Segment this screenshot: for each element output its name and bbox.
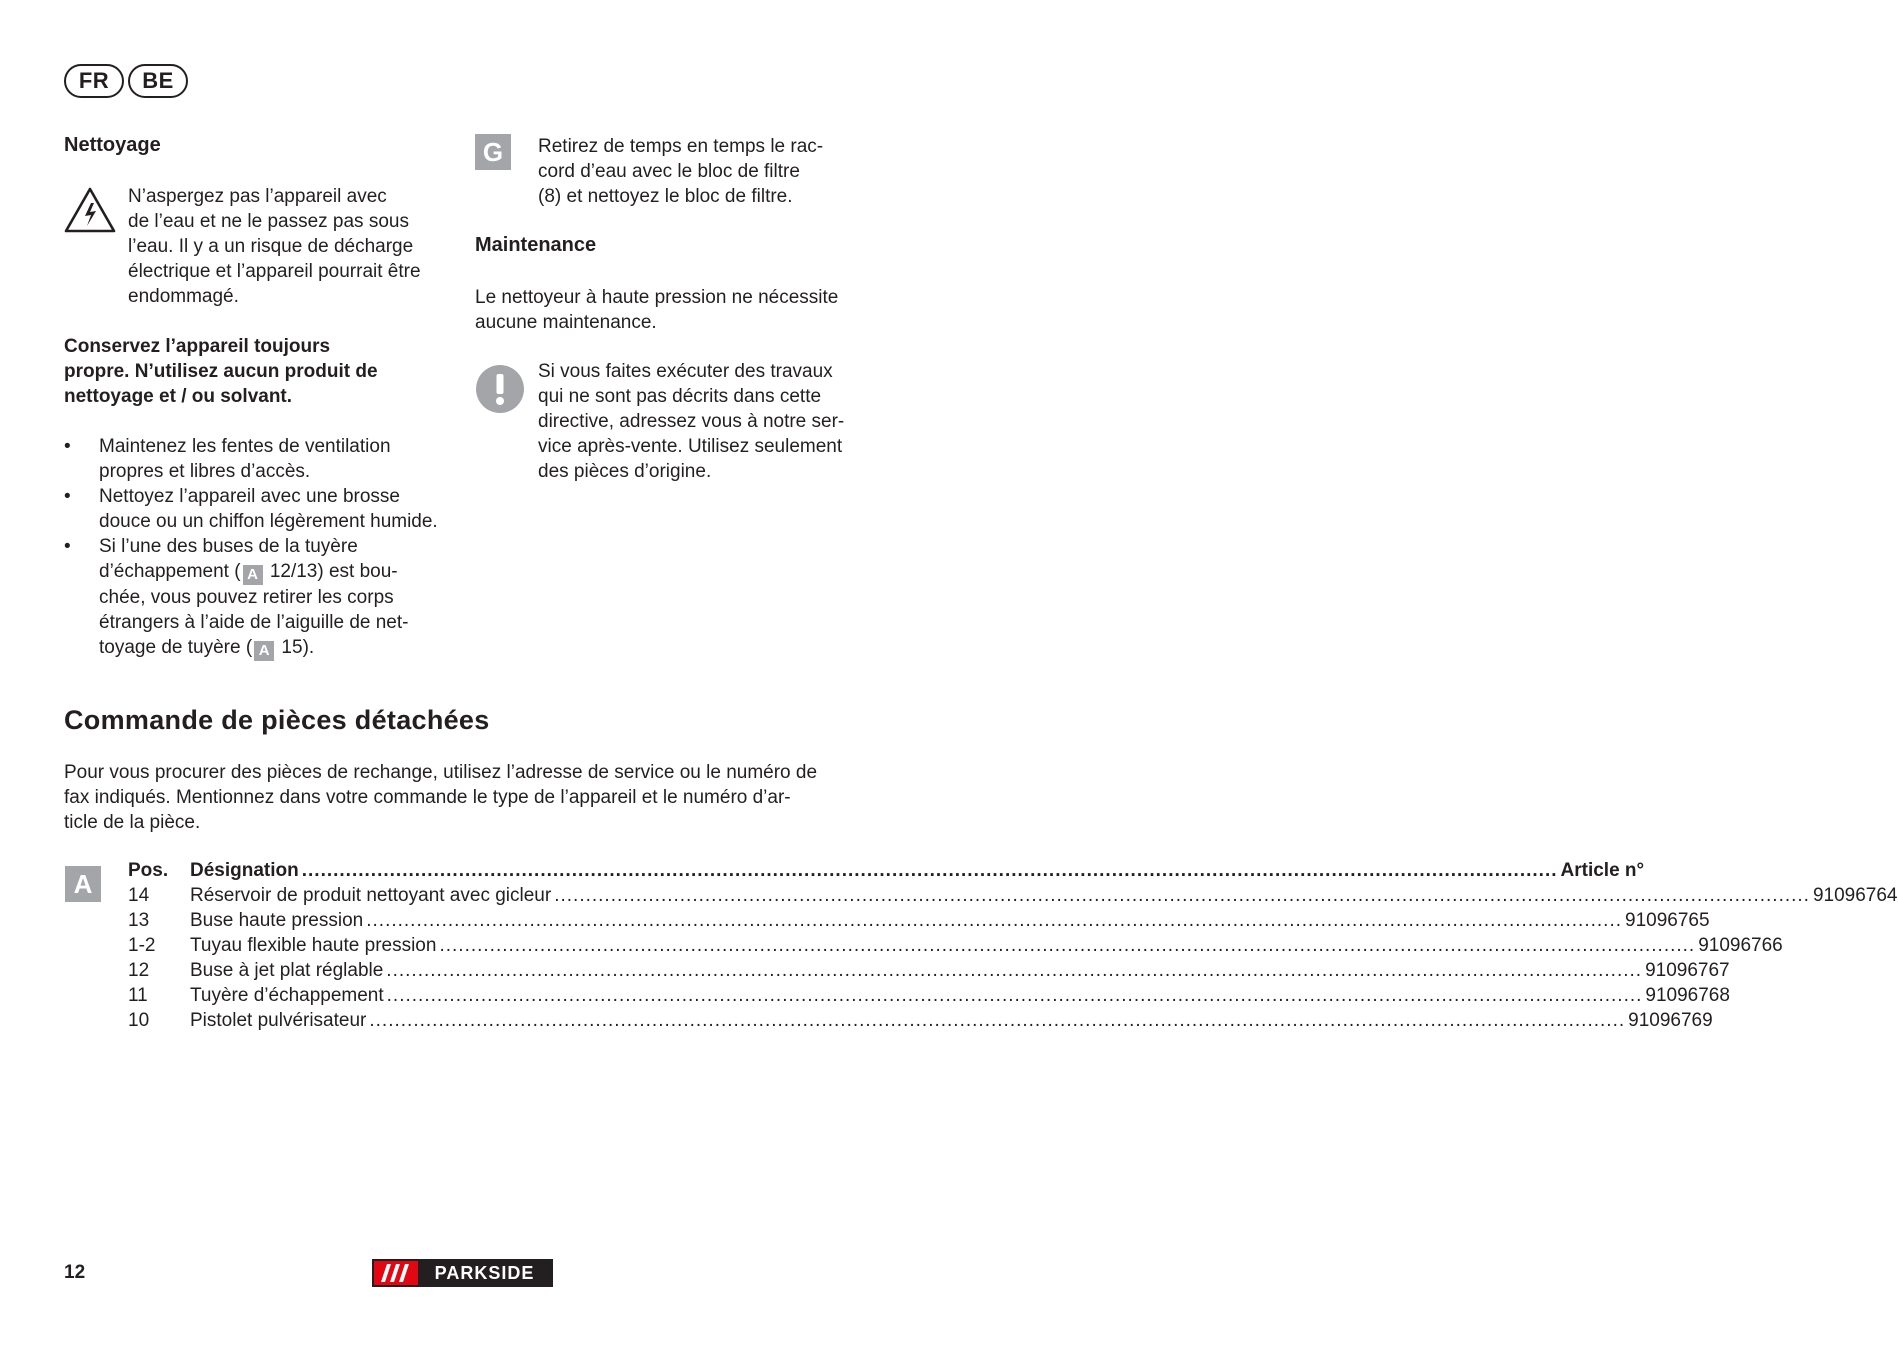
row-desc: Réservoir de produit nettoyant avec gicleur — [190, 885, 552, 906]
header-art: Article n° — [1560, 860, 1645, 881]
intro-line: Pour vous procurer des pièces de rechange, utilisez l’adresse de service ou le numéro de — [64, 762, 818, 783]
note-line: propre. N’utilisez aucun produit de — [64, 361, 378, 382]
language-badge-be: BE — [128, 64, 188, 98]
note-line: nettoyage et / ou solvant. — [64, 386, 293, 407]
figure-a-reference: A — [254, 641, 274, 661]
row-pos: 1-2 — [128, 935, 156, 956]
row-desc-cell — [190, 983, 1645, 1008]
info-line: des pièces d’origine. — [538, 461, 712, 482]
exclamation-icon — [475, 364, 525, 414]
row-desc: Tuyère d’échappement — [190, 985, 384, 1006]
row-art: 91096764 — [1812, 885, 1898, 906]
maintenance-text — [475, 285, 875, 335]
warning-line: N’aspergez pas l’appareil avec — [128, 186, 387, 207]
bullet-line: chée, vous pouvez retirer les corps — [99, 587, 394, 608]
keep-clean-note — [64, 334, 454, 409]
filter-instructions — [538, 134, 858, 209]
row-pos: 10 — [128, 1010, 150, 1031]
instruction-line: (8) et nettoyez le bloc de filtre. — [538, 186, 793, 207]
bullet-dot: • — [64, 536, 71, 557]
info-line: Si vous faites exécuter des travaux — [538, 361, 833, 382]
bullet-line — [99, 559, 454, 585]
info-line: directive, adressez vous à notre ser- — [538, 411, 845, 432]
table-row — [128, 908, 1710, 933]
spare-parts-table — [128, 858, 1898, 1033]
bullet-line: propres et libres d’accès. — [99, 461, 311, 482]
bullet-dot: • — [64, 486, 71, 507]
dot-leader: ........................................................................................................................................................................................................ — [369, 1010, 1626, 1031]
row-art: 91096765 — [1625, 910, 1710, 931]
list-item — [64, 534, 454, 661]
note-line: Conservez l’appareil toujours — [64, 336, 331, 357]
warning-line: électrique et l’appareil pourrait être — [128, 261, 421, 282]
row-art: 91096768 — [1645, 985, 1730, 1006]
page-number: 12 — [64, 1262, 86, 1283]
intro-line: ticle de la pièce. — [64, 812, 201, 833]
text-fragment: 12/13) est bou- — [264, 561, 398, 582]
table-row — [128, 983, 1730, 1008]
row-desc: Buse haute pression — [190, 910, 364, 931]
bullet-dot: • — [64, 436, 71, 457]
spare-parts-intro — [64, 760, 864, 835]
table-row — [128, 933, 1783, 958]
dot-leader: ........................................................................................................................................................................................................ — [366, 910, 1622, 931]
row-desc-cell — [190, 883, 1813, 908]
dot-leader: ........................................................................................................................................................................................................ — [439, 935, 1696, 956]
header-pos: Pos. — [128, 860, 169, 881]
intro-line: fax indiqués. Mentionnez dans votre commande le type de l’appareil et le numéro d’ar- — [64, 787, 791, 808]
instruction-line: cord d’eau avec le bloc de filtre — [538, 161, 800, 182]
service-info-text — [538, 359, 868, 484]
maintenance-heading: Maintenance — [475, 234, 597, 256]
table-row — [128, 883, 1898, 908]
table-row — [128, 1008, 1713, 1033]
bullet-line — [99, 635, 454, 661]
brand-name: PARKSIDE — [434, 1263, 535, 1283]
row-pos: 12 — [128, 960, 150, 981]
row-art: 91096766 — [1698, 935, 1783, 956]
list-item — [64, 434, 454, 484]
logo-stripes-icon — [374, 1261, 418, 1285]
maintenance-line: Le nettoyeur à haute pression ne nécessite — [475, 287, 839, 308]
row-desc: Pistolet pulvérisateur — [190, 1010, 367, 1031]
figure-a-badge: A — [65, 866, 101, 902]
maintenance-line: aucune maintenance. — [475, 312, 657, 333]
row-desc-cell — [190, 958, 1645, 983]
row-pos: 13 — [128, 910, 150, 931]
row-art: 91096769 — [1628, 1010, 1713, 1031]
info-line: vice après-vente. Utilisez seulement — [538, 436, 843, 457]
warning-line: l’eau. Il y a un risque de décharge — [128, 236, 414, 257]
list-item — [64, 484, 454, 534]
row-desc-cell — [190, 908, 1625, 933]
instruction-line: Retirez de temps en temps le rac- — [538, 136, 824, 157]
bullet-line: étrangers à l’aide de l’aiguille de net- — [99, 612, 409, 633]
brand-logo — [372, 1259, 553, 1287]
info-line: qui ne sont pas décrits dans cette — [538, 386, 822, 407]
spare-parts-title: Commande de pièces détachées — [64, 705, 490, 735]
dot-leader: ........................................................................................................................................................................................................ — [386, 960, 1643, 981]
bullet-line: Nettoyez l’appareil avec une brosse — [99, 486, 401, 507]
dot-leader: ........................................................................................................................................................................................................ — [301, 860, 1558, 881]
row-desc-cell — [190, 933, 1698, 958]
dot-leader: ........................................................................................................................................................................................................ — [386, 985, 1643, 1006]
row-pos: 14 — [128, 885, 150, 906]
table-row — [128, 958, 1730, 983]
bullet-line: Maintenez les fentes de ventilation — [99, 436, 391, 457]
row-desc: Tuyau flexible haute pression — [190, 935, 437, 956]
figure-g-badge: G — [475, 134, 511, 170]
dot-leader: ........................................................................................................................................................................................................ — [554, 885, 1810, 906]
text-fragment: d’échappement ( — [99, 561, 241, 582]
language-badge-fr: FR — [64, 64, 124, 98]
warning-line: de l’eau et ne le passez pas sous — [128, 211, 409, 232]
row-desc-cell — [190, 1008, 1628, 1033]
warning-text — [128, 184, 448, 309]
header-desc: Désignation — [190, 860, 299, 881]
text-fragment: 15). — [276, 637, 315, 658]
cleaning-bullet-list — [64, 434, 454, 661]
bullet-line: douce ou un chiffon légèrement humide. — [99, 511, 438, 532]
header-desc-cell — [190, 858, 1561, 883]
text-fragment: toyage de tuyère ( — [99, 637, 253, 658]
figure-a-reference: A — [243, 565, 263, 585]
row-desc: Buse à jet plat réglable — [190, 960, 384, 981]
warning-line: endommagé. — [128, 286, 239, 307]
electric-warning-icon — [64, 186, 116, 234]
table-header — [128, 858, 1645, 883]
row-art: 91096767 — [1645, 960, 1730, 981]
row-pos: 11 — [128, 985, 148, 1006]
bullet-line: Si l’une des buses de la tuyère — [99, 536, 358, 557]
cleaning-heading: Nettoyage — [64, 134, 161, 156]
